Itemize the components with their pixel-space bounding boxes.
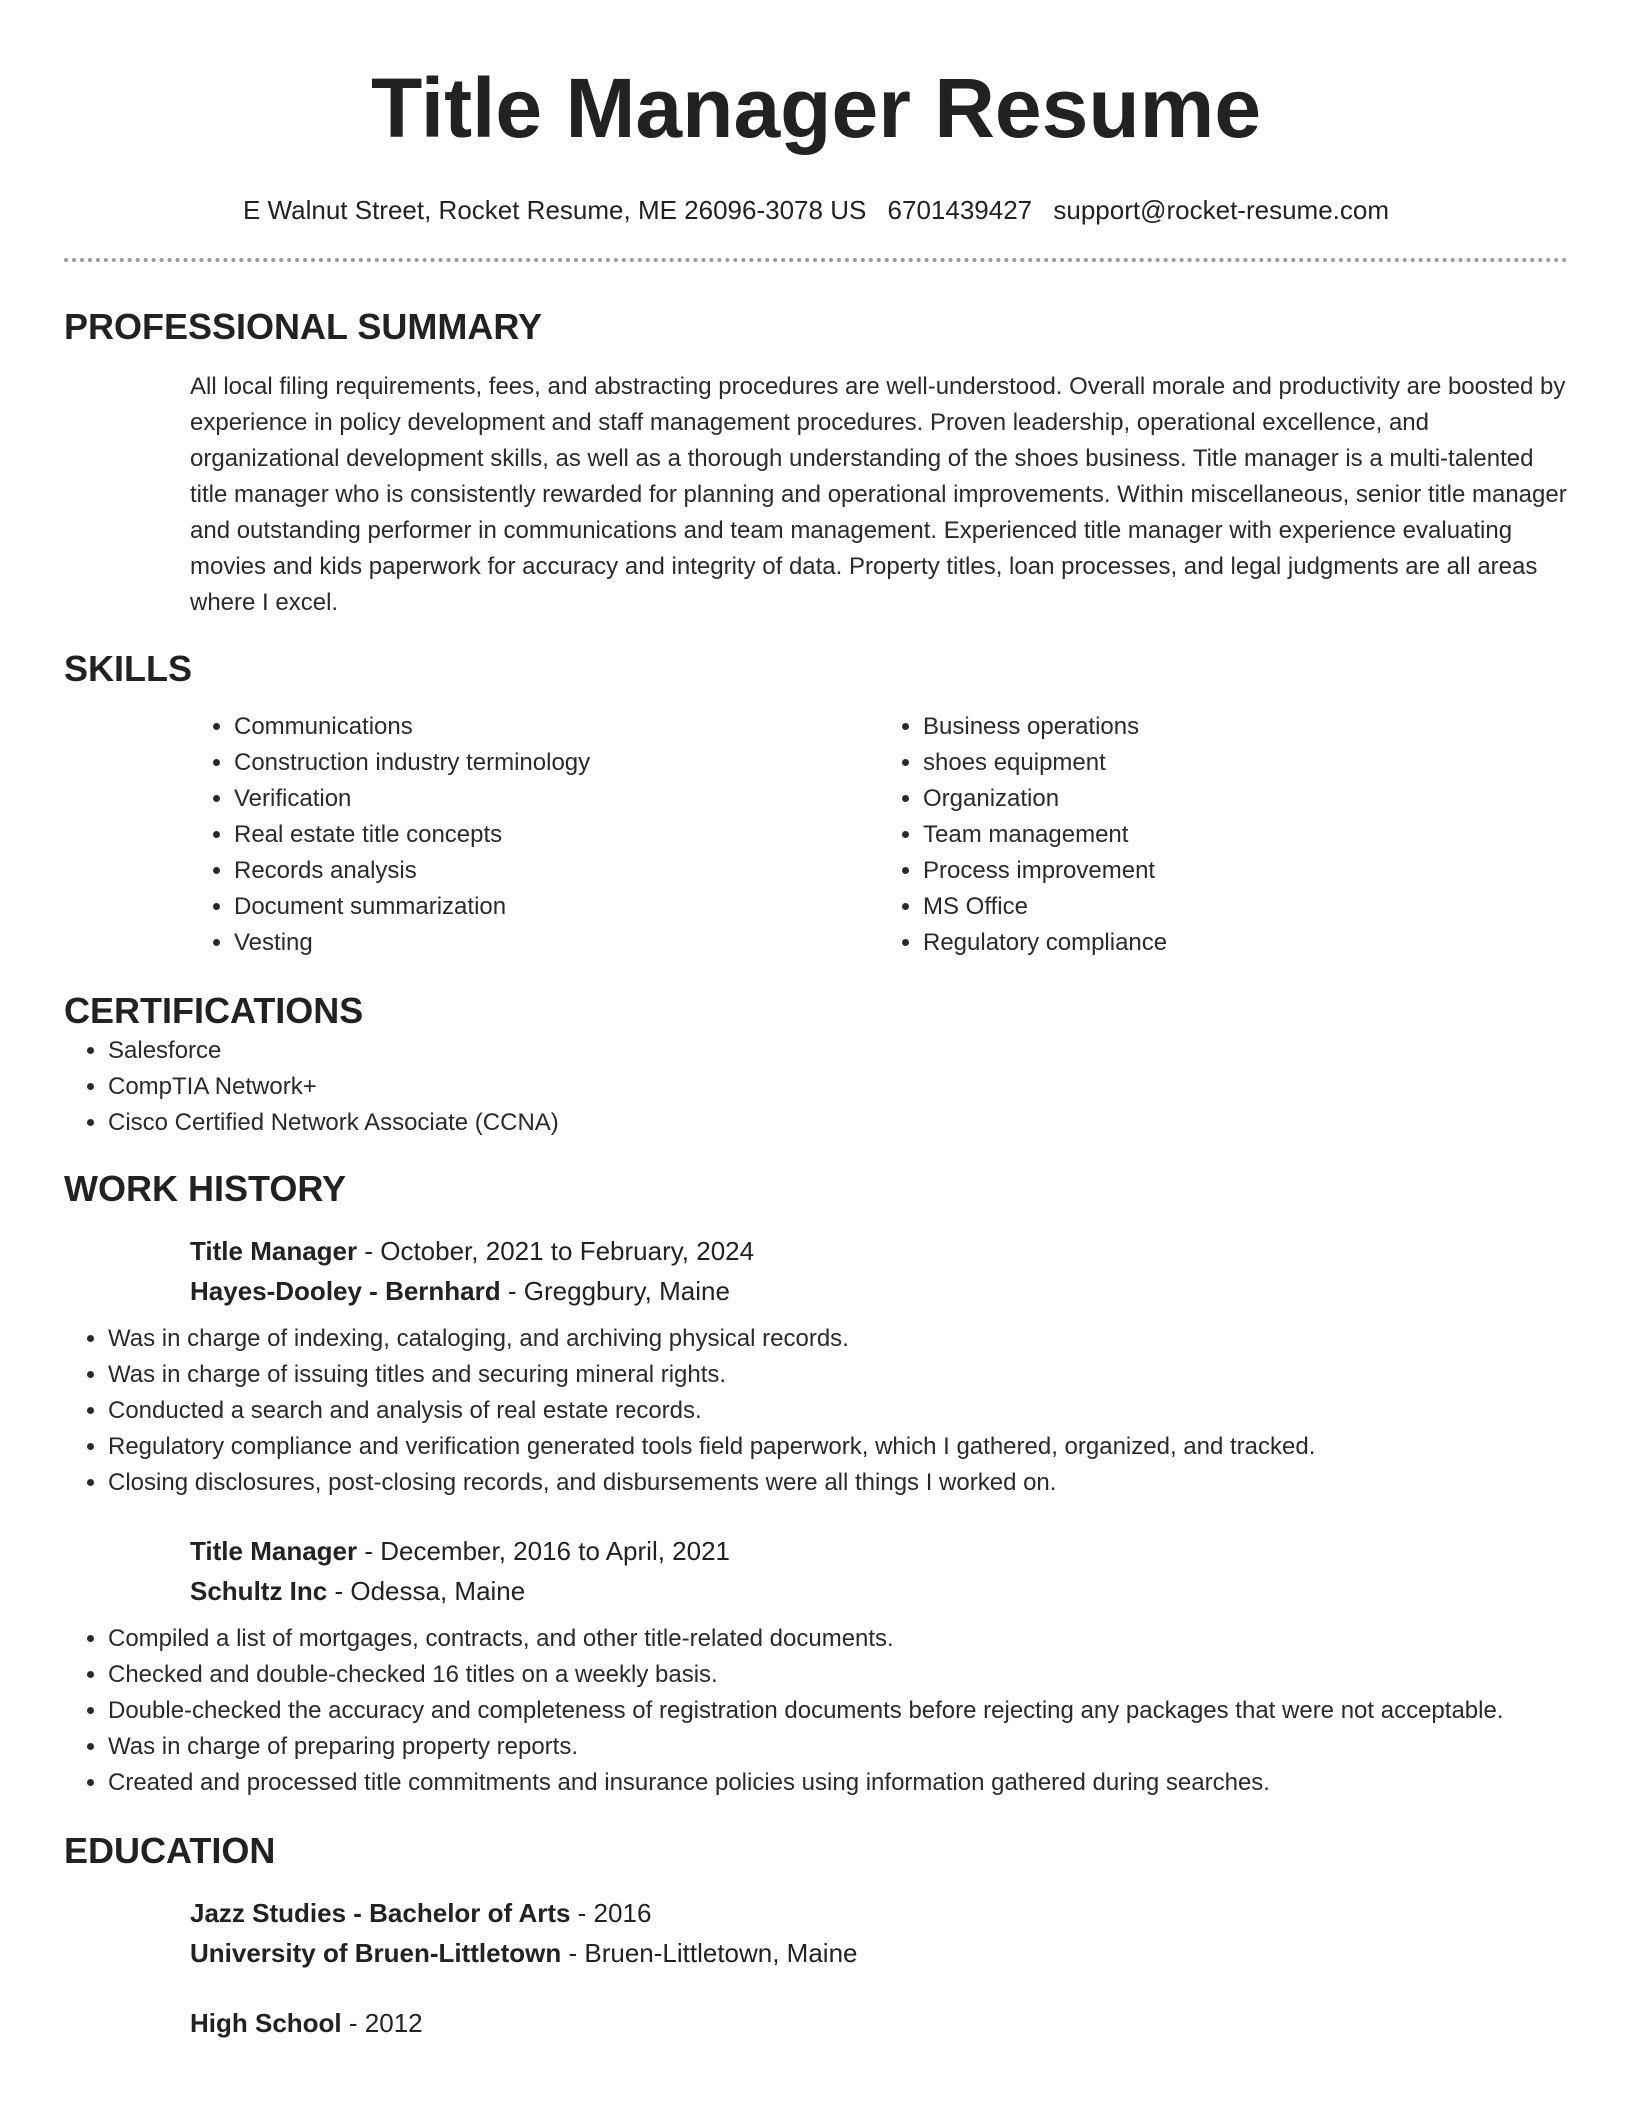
summary-section [64, 305, 1568, 621]
skills-list-right [879, 709, 1568, 961]
contact-address: E Walnut Street, Rocket Resume, ME 26096-3078 US [242, 195, 867, 225]
school-location: - Bruen-Littletown, Maine [561, 1938, 858, 1968]
job-entry [190, 1231, 1568, 1311]
job-entry [190, 1531, 1568, 1611]
job-title-line [190, 1231, 1568, 1271]
job-location: - Odessa, Maine [327, 1576, 526, 1606]
skills-columns [190, 709, 1568, 961]
degree-line [190, 1893, 1568, 1933]
education-section [64, 1829, 1568, 2043]
skill-item: • Vesting [234, 925, 879, 961]
job-company: Schultz Inc [190, 1576, 328, 1606]
job-location: - Greggbury, Maine [500, 1276, 730, 1306]
certification-item: • CompTIA Network+ [108, 1069, 1568, 1105]
header-divider [64, 258, 1568, 262]
skill-item: • Team management [923, 817, 1568, 853]
education-entry [190, 2003, 1568, 2043]
skill-item: • Process improvement [923, 853, 1568, 889]
summary-heading: PROFESSIONAL SUMMARY [64, 306, 543, 347]
job-company-line [190, 1271, 1568, 1311]
skill-item: • Real estate title concepts [234, 817, 879, 853]
skill-item: • Organization [923, 781, 1568, 817]
degree: Jazz Studies - Bachelor of Arts [190, 1898, 571, 1928]
resume-page [64, 0, 1568, 2043]
skill-item: • Regulatory compliance [923, 925, 1568, 961]
graduation-year: - 2012 [341, 2008, 423, 2038]
job-duty: • Created and processed title commitments and insurance policies using information gathered during searches. [108, 1765, 1568, 1801]
resume-title: Title Manager Resume [370, 61, 1262, 155]
degree-line [190, 2003, 1568, 2043]
summary-text: All local filing requirements, fees, and abstracting procedures are well-understood. Overall morale and productivity are boosted by experience in policy development and staff management procedures. Proven leadership, operational excellence, and organizational development skills, as well as a thorough understanding of the shoes business. Title manager is a multi-talented title manager who is consistently rewarded for planning and operational improvements. Within miscellaneous, senior title manager and outstanding performer in communications and team management. Experienced title manager with experience evaluating movies and kids paperwork for accuracy and integrity of data. Property titles, loan processes, and legal judgments are all areas where I excel. [190, 373, 1567, 616]
skill-item: • Records analysis [234, 853, 879, 889]
job-title-line [190, 1531, 1568, 1571]
graduation-year: - 2016 [570, 1898, 652, 1928]
job-duties-list [64, 1321, 1568, 1501]
certification-item: • Cisco Certified Network Associate (CCNA) [108, 1105, 1568, 1141]
skills-heading: SKILLS [64, 648, 193, 689]
skills-section [64, 647, 1568, 961]
work-history-heading: WORK HISTORY [64, 1168, 347, 1209]
certifications-list [64, 1033, 1568, 1141]
skill-item: • shoes equipment [923, 745, 1568, 781]
school-line [190, 1933, 1568, 1973]
job-duty: • Was in charge of issuing titles and securing mineral rights. [108, 1357, 1568, 1393]
job-duty: • Was in charge of preparing property reports. [108, 1729, 1568, 1765]
job-duty: • Compiled a list of mortgages, contracts, and other title-related documents. [108, 1621, 1568, 1657]
job-dates: - October, 2021 to February, 2024 [357, 1236, 755, 1266]
skill-item: • Construction industry terminology [234, 745, 879, 781]
job-dates: - December, 2016 to April, 2021 [357, 1536, 731, 1566]
job-duty: • Closing disclosures, post-closing records, and disbursements were all things I worked on. [108, 1465, 1568, 1501]
job-duty: • Regulatory compliance and verification generated tools field paperwork, which I gathered, organized, and tracked. [108, 1429, 1568, 1465]
skill-item: • Document summarization [234, 889, 879, 925]
job-duty: • Double-checked the accuracy and completeness of registration documents before rejecting any packages that were not acceptable. [108, 1693, 1568, 1729]
job-company-line [190, 1571, 1568, 1611]
contact-line [64, 194, 1568, 226]
certifications-heading: CERTIFICATIONS [64, 990, 364, 1031]
education-heading: EDUCATION [64, 1830, 276, 1871]
education-entry [190, 1893, 1568, 1973]
job-duties-list [64, 1621, 1568, 1801]
certification-item: • Salesforce [108, 1033, 1568, 1069]
contact-email: support@rocket-resume.com [1053, 195, 1390, 225]
job-duty: • Checked and double-checked 16 titles on a weekly basis. [108, 1657, 1568, 1693]
contact-phone: 6701439427 [887, 195, 1033, 225]
job-title: Title Manager [190, 1236, 358, 1266]
job-company: Hayes-Dooley - Bernhard [190, 1276, 501, 1306]
work-history-section [64, 1167, 1568, 1801]
certifications-section [64, 989, 1568, 1141]
skill-item: • Communications [234, 709, 879, 745]
job-duty: • Conducted a search and analysis of real estate records. [108, 1393, 1568, 1429]
school: University of Bruen-Littletown [190, 1938, 562, 1968]
job-duty: • Was in charge of indexing, cataloging, and archiving physical records. [108, 1321, 1568, 1357]
skill-item: • MS Office [923, 889, 1568, 925]
skill-item: • Verification [234, 781, 879, 817]
skills-list-left [190, 709, 879, 961]
degree: High School [190, 2008, 342, 2038]
job-title: Title Manager [190, 1536, 358, 1566]
skill-item: • Business operations [923, 709, 1568, 745]
